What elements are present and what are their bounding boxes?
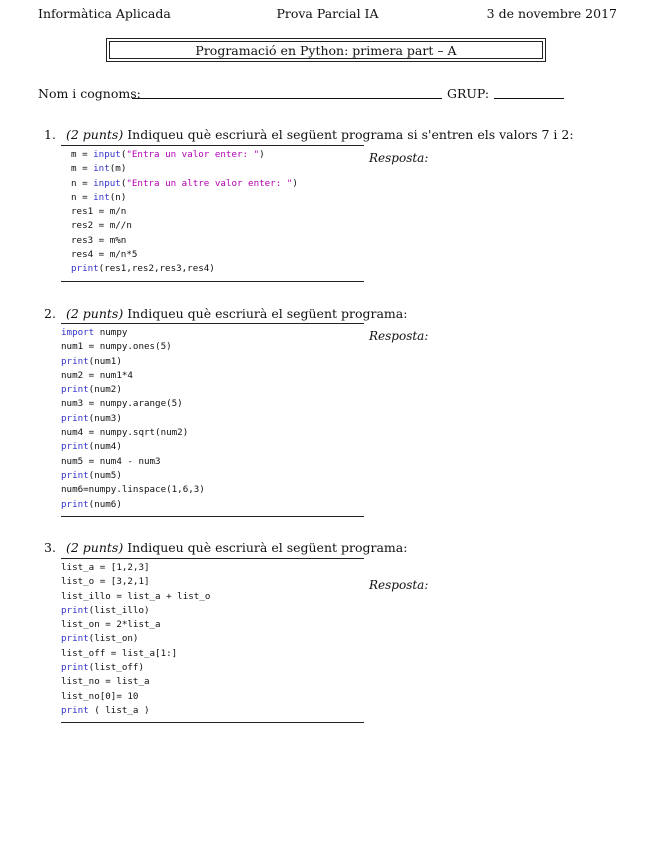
code-line: print(list_on)	[61, 633, 139, 645]
question-text: Indiqueu què escriurà el següent programa:	[127, 540, 408, 555]
code-line: num6=numpy.linspace(1,6,3)	[61, 484, 205, 496]
code-line: list_no = list_a	[61, 676, 150, 688]
exam-title-box	[106, 38, 546, 62]
question-3	[44, 540, 407, 555]
code-line: print(list_illo)	[61, 604, 150, 616]
code-line: list_off = list_a[1:]	[61, 647, 178, 659]
code-line: print(num4)	[61, 441, 122, 453]
code-line: print(num3)	[61, 412, 122, 424]
question-2	[44, 306, 407, 321]
name-field[interactable]	[132, 98, 442, 99]
code-line: res3 = m%n	[71, 234, 127, 246]
code-line: list_illo = list_a + list_o	[61, 590, 211, 602]
question-points: (2 punts)	[65, 540, 124, 555]
code-line: print(list_off)	[61, 662, 144, 674]
code-block-2	[61, 323, 364, 517]
group-field[interactable]	[494, 98, 564, 99]
code-line: num2 = num1*4	[61, 369, 133, 381]
code-line: m = input("Entra un valor enter: ")	[71, 149, 265, 160]
code-line: num1 = numpy.ones(5)	[61, 341, 172, 353]
code-block-3	[61, 558, 364, 723]
code-block-1	[61, 145, 364, 282]
code-line: list_no[0]= 10	[61, 690, 139, 702]
code-line: num3 = numpy.arange(5)	[61, 398, 183, 410]
question-1	[44, 127, 574, 142]
question-number: 3.	[44, 540, 56, 555]
code-line: m = int(m)	[71, 163, 127, 175]
code-line: num5 = num4 - num3	[61, 455, 161, 467]
code-line: list_on = 2*list_a	[61, 619, 161, 631]
group-label: GRUP:	[447, 86, 490, 101]
header-exam: Prova Parcial IA	[276, 6, 379, 21]
code-line: list_a = [1,2,3]	[61, 562, 150, 573]
question-text: Indiqueu què escriurà el següent programa si s'entren els valors 7 i 2:	[127, 127, 574, 142]
code-line: num4 = numpy.sqrt(num2)	[61, 427, 189, 439]
code-line: print(num6)	[61, 498, 122, 510]
code-line: print(num5)	[61, 469, 122, 481]
name-label: Nom i cognoms:	[38, 86, 141, 101]
question-number: 2.	[44, 306, 56, 321]
question-number: 1.	[44, 127, 56, 142]
header-course: Informàtica Aplicada	[38, 6, 171, 21]
header-date: 3 de novembre 2017	[486, 6, 617, 21]
answer-label-3: Resposta:	[369, 578, 429, 592]
answer-label-2: Resposta:	[369, 329, 429, 343]
code-line: res4 = m/n*5	[71, 249, 138, 261]
code-line: n = int(n)	[71, 191, 127, 203]
code-line: import numpy	[61, 327, 128, 338]
code-line: print(num1)	[61, 355, 122, 367]
code-line: res1 = m/n	[71, 206, 127, 218]
question-points: (2 punts)	[65, 306, 124, 321]
question-points: (2 punts)	[65, 127, 124, 142]
code-line: n = input("Entra un altre valor enter: ")	[71, 177, 298, 189]
answer-label-1: Resposta:	[369, 151, 429, 165]
code-line: print(res1,res2,res3,res4)	[71, 263, 215, 275]
exam-title: Programació en Python: primera part – A	[109, 41, 543, 59]
code-line: print ( list_a )	[61, 704, 150, 716]
code-line: print(num2)	[61, 384, 122, 396]
code-line: list_o = [3,2,1]	[61, 576, 150, 588]
question-text: Indiqueu què escriurà el següent programa:	[127, 306, 408, 321]
code-line: res2 = m//n	[71, 220, 132, 232]
